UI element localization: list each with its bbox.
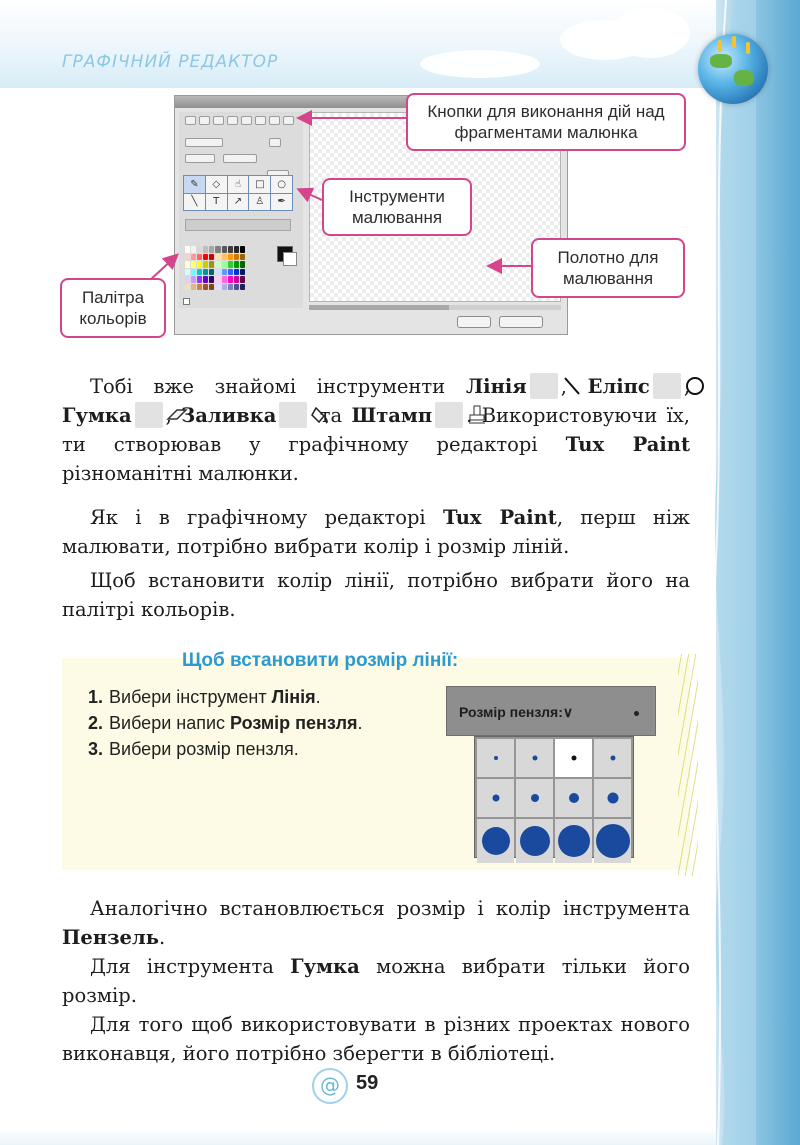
palette-swatch <box>203 276 208 283</box>
brush-size-option <box>477 739 514 777</box>
palette-swatch <box>191 269 196 276</box>
palette-swatch <box>228 269 233 276</box>
palette-swatch <box>240 254 245 261</box>
fragment-button <box>269 116 280 125</box>
steps-list <box>88 684 363 762</box>
keyword-tux-paint: Tux Paint <box>565 433 690 456</box>
eraser-tool-icon: ◇ <box>206 176 227 193</box>
palette-swatch <box>215 276 220 283</box>
keyword-brush: Пензель <box>62 926 159 949</box>
brush-size-option <box>555 779 592 817</box>
paragraph-save-library <box>62 1010 690 1068</box>
step-text: Вибери напис <box>109 713 231 733</box>
brush-size-grid <box>474 736 634 858</box>
fragment-button <box>199 116 210 125</box>
palette-swatch <box>203 269 208 276</box>
palette-swatch <box>222 276 227 283</box>
keyword-fill: Заливка <box>181 404 277 427</box>
palette-swatch <box>209 261 214 268</box>
text: , <box>683 375 691 398</box>
text: Щоб встановити колір лінії, потрібно вибрати його на палітрі кольорів. <box>62 569 690 621</box>
paragraph-line-color <box>62 566 690 624</box>
step-number: 1. <box>88 687 104 707</box>
fragment-button <box>227 116 238 125</box>
brush-size-option <box>516 779 553 817</box>
palette-swatch <box>197 261 202 268</box>
paragraph-brush-tool <box>62 894 690 952</box>
keyword-eraser: Гумка <box>62 404 132 427</box>
fill-tool-icon: ☝ <box>228 176 249 193</box>
step-keyword: Розмір пензля <box>230 713 358 733</box>
palette-swatch <box>228 284 233 291</box>
text-tool-icon: T <box>206 194 227 211</box>
step-keyword: Лінія <box>271 687 316 707</box>
text: , <box>165 404 182 427</box>
callout-drawing-canvas: Полотно для малювання <box>531 238 685 298</box>
palette-swatch <box>240 246 245 253</box>
step-end: . <box>357 713 363 733</box>
color-palette <box>185 246 245 290</box>
step-text: Вибери інструмент <box>109 687 272 707</box>
palette-swatch <box>215 269 220 276</box>
palette-swatch <box>185 246 190 253</box>
palette-swatch <box>209 269 214 276</box>
palette-swatch <box>203 254 208 261</box>
palette-swatch <box>222 261 227 268</box>
globe-icon <box>698 34 768 104</box>
rectangle-tool-icon: □ <box>249 176 270 193</box>
brush-size-option <box>594 779 631 817</box>
palette-swatch <box>185 276 190 283</box>
step-item <box>88 684 363 710</box>
palette-swatch <box>203 261 208 268</box>
palette-swatch <box>222 284 227 291</box>
keyword-eraser: Гумка <box>290 955 360 978</box>
brush-size-option <box>594 739 631 777</box>
picker-tool-icon: ✒ <box>271 194 292 211</box>
background-color-swatch <box>283 252 297 266</box>
brush-tool-icon: ✎ <box>184 176 205 193</box>
chevron-down-icon: ∨ <box>562 704 574 720</box>
ellipse-icon <box>653 373 681 399</box>
brush-size-option <box>477 779 514 817</box>
brush-size-option <box>555 819 592 863</box>
palette-swatch <box>197 254 202 261</box>
palette-swatch <box>185 284 190 291</box>
panel-button <box>269 138 281 147</box>
brush-size-label-text: Розмір пензля: <box>459 704 563 720</box>
brush-size-option <box>516 739 553 777</box>
palette-swatch <box>197 246 202 253</box>
brush-size-option <box>594 819 631 863</box>
palette-swatch <box>228 261 233 268</box>
palette-swatch <box>209 276 214 283</box>
fragment-button <box>185 116 196 125</box>
palette-swatch <box>209 246 214 253</box>
text: . Використовуючи їх, ти створював у графічному редакторі <box>62 404 690 456</box>
step-item <box>88 736 363 762</box>
polyline-tool-icon: ↗ <box>228 194 249 211</box>
chapter-title: ГРАФІЧНИЙ РЕДАКТОР <box>62 52 279 72</box>
line-icon <box>530 373 558 399</box>
brush-size-option <box>516 819 553 863</box>
ellipse-tool-icon: ○ <box>271 176 292 193</box>
palette-swatch <box>240 261 245 268</box>
panel-button <box>185 138 223 147</box>
text: Як і в графічному редакторі <box>90 506 443 529</box>
brush-size-option <box>477 819 514 863</box>
strip-wave-decoration <box>696 0 756 1145</box>
palette-swatch <box>234 246 239 253</box>
palette-swatch <box>197 269 202 276</box>
paragraph-eraser-tool <box>62 952 690 1010</box>
palette-swatch <box>185 254 190 261</box>
palette-swatch <box>215 284 220 291</box>
text: Для того щоб використовувати в різних проектах нового виконавця, його потрібно зберегти в бібліотеці. <box>62 1013 690 1065</box>
palette-swatch <box>240 276 245 283</box>
eraser-icon <box>135 402 163 428</box>
fragment-button <box>241 116 252 125</box>
text: різноманітні малюнки. <box>62 462 299 485</box>
text: . <box>158 926 166 949</box>
palette-swatch <box>234 284 239 291</box>
stamp-icon <box>435 402 463 428</box>
palette-swatch <box>234 276 239 283</box>
text: Аналогічно встановлюється розмір і колір інструмента <box>90 897 690 920</box>
palette-swatch <box>240 284 245 291</box>
text: , перш ніж малювати, потрібно вибрати колір і розмір ліній. <box>62 506 690 558</box>
option-checkbox <box>183 298 190 305</box>
palette-swatch <box>203 284 208 291</box>
palette-swatch <box>191 246 196 253</box>
text: Тобі вже знайомі інструменти <box>90 375 466 398</box>
step-text: Вибери розмір пензля. <box>109 739 299 759</box>
palette-swatch <box>191 284 196 291</box>
cancel-button <box>499 316 543 328</box>
palette-swatch <box>215 254 220 261</box>
palette-swatch <box>197 276 202 283</box>
text: Для інструмента <box>90 955 291 978</box>
palette-swatch <box>215 246 220 253</box>
fragment-button <box>213 116 224 125</box>
page-symbol: @ <box>312 1068 348 1104</box>
canvas-scrollbar <box>309 305 561 310</box>
step-number: 3. <box>88 739 104 759</box>
fill-icon <box>279 402 307 428</box>
page-number: 59 <box>356 1072 379 1094</box>
keyword-tux-paint: Tux Paint <box>443 506 557 529</box>
palette-swatch <box>191 254 196 261</box>
cloud-decoration <box>610 8 690 58</box>
palette-swatch <box>215 261 220 268</box>
brush-size-label <box>459 704 573 721</box>
palette-swatch <box>222 246 227 253</box>
bottom-strip <box>0 1128 716 1145</box>
text: можна вибрати тільки його розмір. <box>62 955 690 1007</box>
palette-swatch <box>240 269 245 276</box>
text: та <box>310 404 352 427</box>
tools-grid <box>183 175 293 211</box>
brush-size-panel <box>446 686 656 736</box>
palette-swatch <box>185 261 190 268</box>
callout-fragment-buttons: Кнопки для виконання дій над фрагментами малюнка <box>406 93 686 151</box>
palette-swatch <box>191 261 196 268</box>
cloud-decoration <box>420 50 540 78</box>
ok-button <box>457 316 491 328</box>
keyword-line: Лінія <box>465 375 527 398</box>
callout-drawing-tools: Інструменти малювання <box>322 178 472 236</box>
keyword-ellipse: Еліпс <box>587 375 650 398</box>
palette-swatch <box>228 254 233 261</box>
palette-swatch <box>209 284 214 291</box>
callout-color-palette: Палітра кольорів <box>60 278 166 338</box>
step-end: . <box>315 687 321 707</box>
brush-size-dropdown <box>185 219 291 231</box>
paragraph-choose-color-size <box>62 503 690 561</box>
current-size-dot <box>634 711 639 716</box>
palette-swatch <box>203 246 208 253</box>
step-number: 2. <box>88 713 104 733</box>
palette-swatch <box>234 261 239 268</box>
palette-swatch <box>228 276 233 283</box>
step-item <box>88 710 363 736</box>
palette-swatch <box>185 269 190 276</box>
palette-swatch <box>222 269 227 276</box>
palette-swatch <box>197 284 202 291</box>
palette-swatch <box>228 246 233 253</box>
brush-size-option-selected <box>555 739 592 777</box>
panel-button <box>185 154 215 163</box>
fragment-button <box>255 116 266 125</box>
palette-swatch <box>234 269 239 276</box>
fragment-button <box>283 116 294 125</box>
panel-button <box>223 154 257 163</box>
paragraph-known-tools <box>62 372 690 488</box>
stamp-tool-icon: ♙ <box>249 194 270 211</box>
palette-swatch <box>222 254 227 261</box>
palette-swatch <box>191 276 196 283</box>
keyword-stamp: Штамп <box>351 404 433 427</box>
line-tool-icon: ╲ <box>184 194 205 211</box>
palette-swatch <box>234 254 239 261</box>
text: , <box>560 375 588 398</box>
palette-swatch <box>209 254 214 261</box>
info-box-title: Щоб встановити розмір лінії: <box>182 650 459 671</box>
